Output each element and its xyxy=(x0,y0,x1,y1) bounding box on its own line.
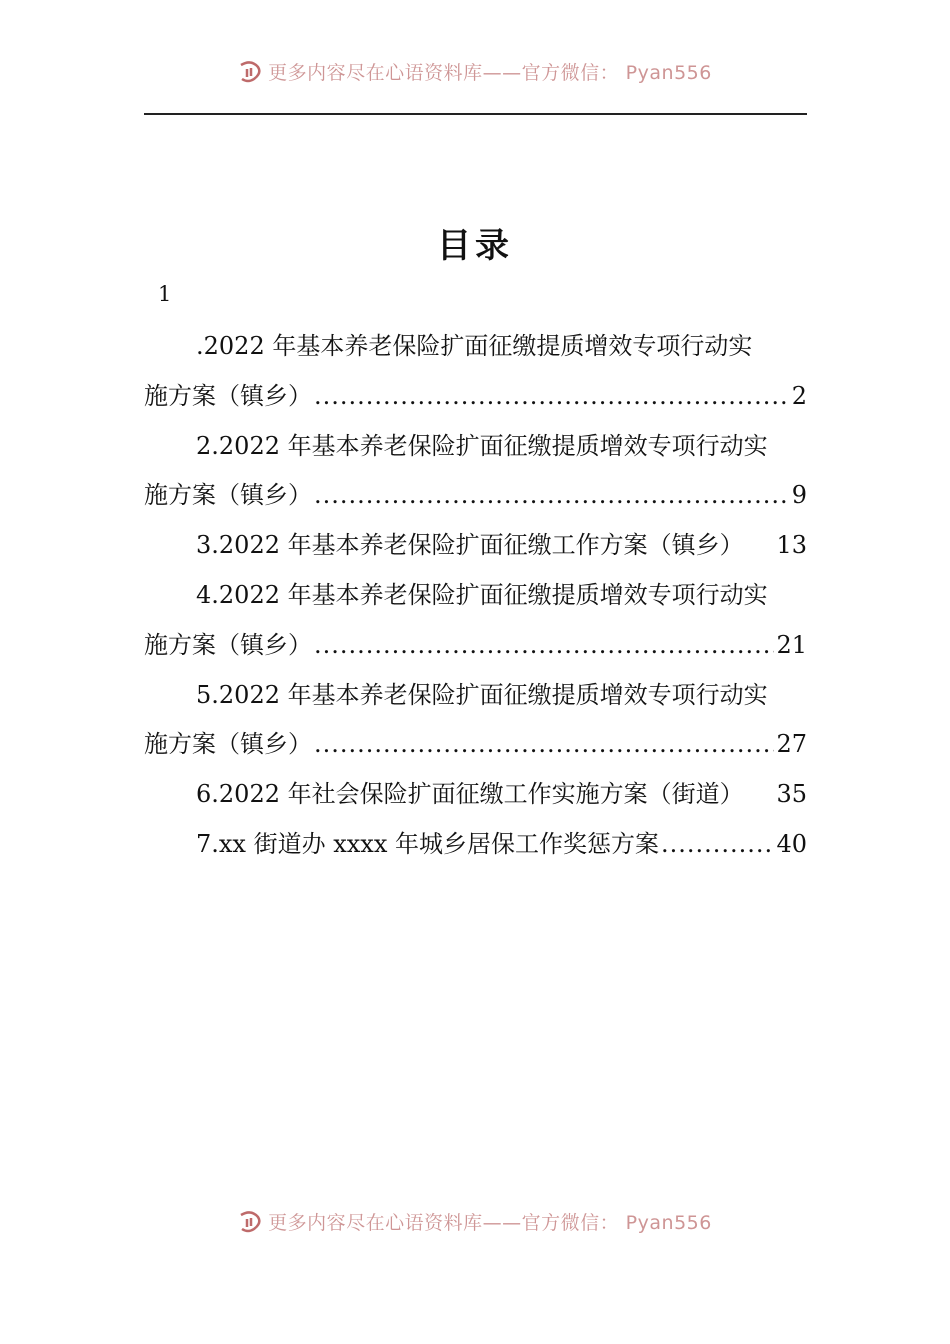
footer-watermark xyxy=(0,1208,950,1235)
toc-entry-5-line2[interactable] xyxy=(144,720,807,770)
toc-entry-7[interactable] xyxy=(144,820,807,870)
toc-page-number: 13 xyxy=(776,531,807,560)
toc-entry-title-cont: 施方案（镇乡） xyxy=(144,630,312,659)
toc-entry-3[interactable] xyxy=(144,521,807,571)
toc-page-number: 2 xyxy=(791,381,807,410)
leader-dots xyxy=(661,820,774,870)
toc-entry-1-line1[interactable] xyxy=(144,322,807,372)
toc-page-number: 35 xyxy=(776,780,807,809)
leader-dots xyxy=(314,720,774,770)
toc-entry-2-line1[interactable] xyxy=(144,422,807,472)
page-title: 目录 xyxy=(437,226,513,266)
header-watermark xyxy=(0,58,950,85)
toc-entry-title-cont: 施方案（镇乡） xyxy=(144,481,312,510)
toc-entry-4-line1[interactable] xyxy=(144,571,807,621)
leader-dots xyxy=(314,372,790,422)
toc-entry-4-line2[interactable] xyxy=(144,621,807,671)
toc-entry-title: 2.2022 年基本养老保险扩面征缴提质增效专项行动实 xyxy=(196,431,768,460)
leader-dots xyxy=(314,471,790,521)
toc-page-number: 21 xyxy=(776,630,807,659)
toc-entry-title: 7.xx 街道办 xxxx 年城乡居保工作奖惩方案 xyxy=(196,829,659,858)
toc-page-number: 40 xyxy=(776,829,807,858)
toc-entry-1-line2[interactable] xyxy=(144,372,807,422)
toc-page-number: 9 xyxy=(791,481,807,510)
logo-icon xyxy=(238,61,264,83)
footer-watermark-text: 更多内容尽在心语资料库——官方微信： Pyan556 xyxy=(268,1212,712,1234)
toc-entry-title: .2022 年基本养老保险扩面征缴提质增效专项行动实 xyxy=(196,332,753,360)
toc-entry-title-cont: 施方案（镇乡） xyxy=(144,381,312,410)
table-of-contents xyxy=(144,322,807,870)
toc-entry-5-line1[interactable] xyxy=(144,671,807,721)
stray-number: 1 xyxy=(158,282,172,306)
toc-entry-title-cont: 施方案（镇乡） xyxy=(144,730,312,759)
toc-entry-title: 5.2022 年基本养老保险扩面征缴提质增效专项行动实 xyxy=(196,680,768,709)
logo-icon xyxy=(238,1211,264,1233)
header-divider xyxy=(144,113,807,115)
leader-dots xyxy=(314,621,774,671)
header-watermark-text: 更多内容尽在心语资料库——官方微信： Pyan556 xyxy=(268,62,712,84)
toc-entry-6[interactable] xyxy=(144,770,807,820)
toc-entry-title: 3.2022 年基本养老保险扩面征缴工作方案（镇乡） xyxy=(196,531,744,560)
toc-entry-2-line2[interactable] xyxy=(144,471,807,521)
toc-page-number: 27 xyxy=(776,730,807,759)
toc-entry-title: 4.2022 年基本养老保险扩面征缴提质增效专项行动实 xyxy=(196,580,768,609)
toc-entry-title: 6.2022 年社会保险扩面征缴工作实施方案（街道） xyxy=(196,780,744,809)
